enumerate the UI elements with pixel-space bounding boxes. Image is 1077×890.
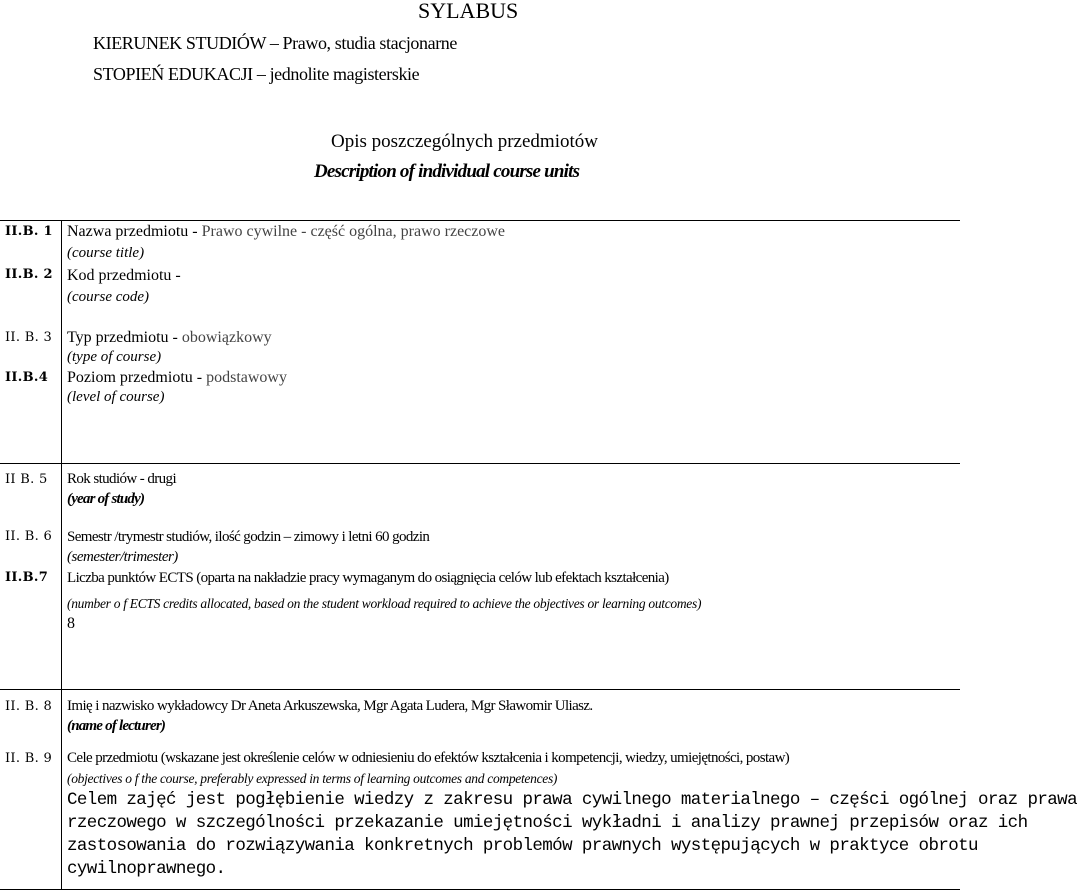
course-title-value: Prawo cywilne - część ogólna, prawo rzeczowe [201, 223, 506, 240]
course-type-sub: (type of course) [67, 349, 162, 365]
year-of-study-label: Rok studiów - drugi [67, 471, 177, 487]
objectives-body-line: Celem zajęć jest pogłębienie wiedzy z zakresu prawa cywilnego materialnego – części ogólnej oraz prawa [67, 790, 1077, 810]
ects-sub: (number o f ECTS credits allocated, based on the student workload required to achieve the objectives or learning outcomes) [67, 596, 702, 611]
field-of-study: KIERUNEK STUDIÓW – Prawo, studia stacjonarne [93, 33, 457, 53]
table-rule [0, 689, 960, 690]
course-type-row [67, 329, 272, 347]
objectives-sub: (objectives o f the course, preferably expressed in terms of learning outcomes and competences) [67, 771, 558, 786]
course-title-row [67, 223, 505, 241]
table-divider [61, 463, 62, 692]
row-code-b3: II. B. 3 [5, 330, 53, 345]
lecturer-sub: (name of lecturer) [67, 718, 166, 734]
objectives-label: Cele przedmiotu (wskazane jest określenie celów w odniesieniu do efektów kształcenia i kompetencji, wiedzy, umiejętności, postaw) [67, 750, 790, 766]
objectives-body-line: zastosowania do rozwiązywania konkretnych problemów prawnych występujących w praktyce obrotu [67, 836, 978, 856]
row-code-b2: II.B. 2 [5, 267, 53, 282]
course-code-label: Kod przedmiotu - [67, 267, 181, 284]
education-level: STOPIEŃ EDUKACJI – jednolite magisterskie [93, 64, 420, 84]
section-heading-pl: Opis poszczególnych przedmiotów [331, 131, 598, 152]
lecturer-label: Imię i nazwisko wykładowcy Dr Aneta Arkuszewska, Mgr Agata Ludera, Mgr Sławomir Uliasz. [67, 698, 593, 714]
row-code-b4: II.B.4 [5, 370, 49, 385]
section-heading-en: Description of individual course units [314, 161, 580, 182]
course-type-value: obowiązkowy [181, 329, 272, 346]
document-title: SYLABUS [418, 0, 519, 23]
course-type-label: Typ przedmiotu - [67, 329, 182, 346]
objectives-body-line: cywilnoprawnego. [67, 859, 226, 879]
ects-value: 8 [67, 615, 75, 632]
course-title-sub: (course title) [67, 245, 145, 261]
row-code-b5: II B. 5 [5, 472, 48, 487]
table-divider [61, 689, 62, 889]
table-divider [61, 220, 62, 466]
course-level-label: Poziom przedmiotu - [67, 369, 207, 386]
course-title-label: Nazwa przedmiotu - [67, 223, 202, 240]
course-level-row [67, 369, 287, 387]
objectives-body-line: rzeczowego w szczególności przekazanie umiejętności wykładni i analizy prawnej przepisów oraz ich [67, 813, 1028, 833]
row-code-b6: II. B. 6 [5, 529, 53, 544]
row-code-b1: II.B. 1 [5, 224, 53, 239]
course-code-sub: (course code) [67, 289, 150, 305]
semester-label: Semestr /trymestr studiów, ilość godzin – zimowy i letni 60 godzin [67, 529, 430, 545]
ects-label: Liczba punktów ECTS (oparta na nakładzie pracy wymaganym do osiągnięcia celów lub efektach kształcenia) [67, 570, 669, 586]
year-of-study-sub: (year of study) [67, 491, 145, 507]
semester-sub: (semester/trimester) [67, 549, 178, 565]
row-code-b7: II.B.7 [5, 570, 49, 585]
table-rule [0, 463, 960, 464]
course-level-sub: (level of course) [67, 389, 165, 405]
row-code-b9: II. B. 9 [5, 751, 53, 766]
course-level-value: podstawowy [206, 369, 287, 386]
row-code-b8: II. B. 8 [5, 699, 53, 714]
table-rule [0, 220, 960, 221]
